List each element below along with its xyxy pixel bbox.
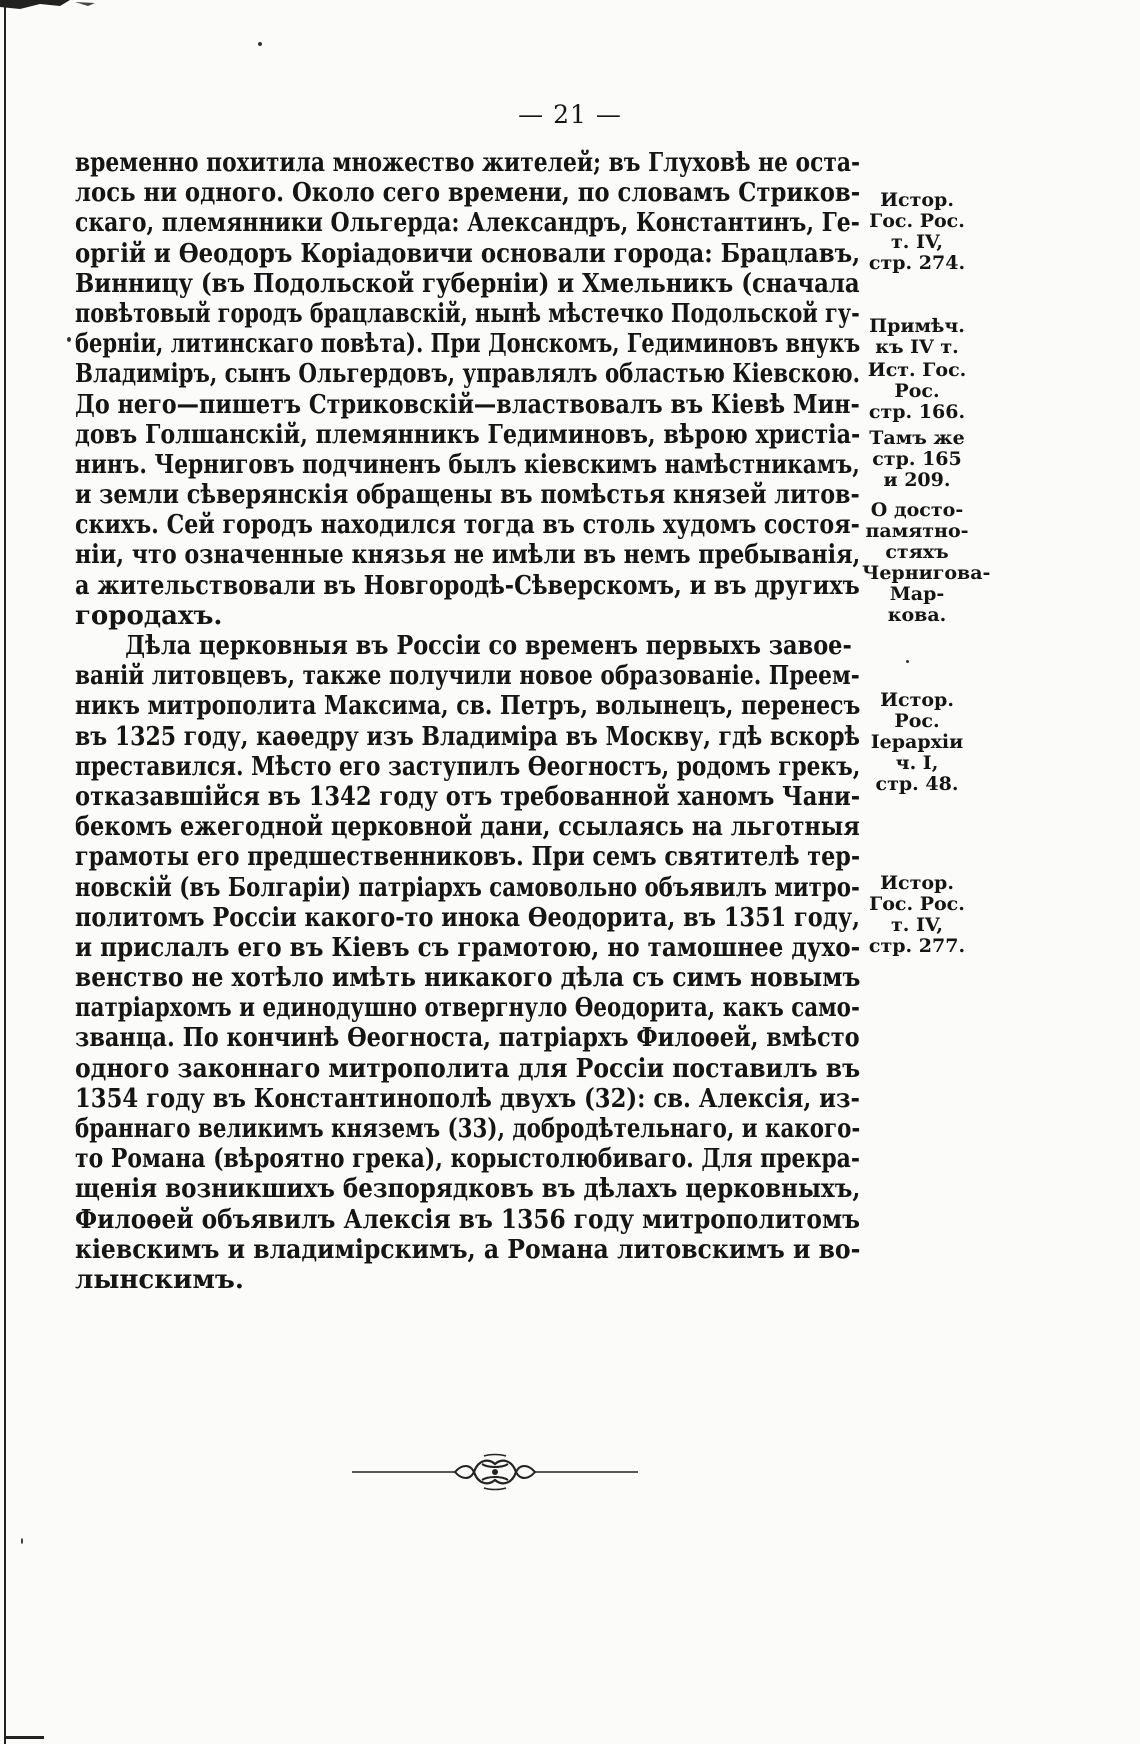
text-line: берніи, литинскаго повѣта). При Донскомъ, Гедиминовъ внукъ bbox=[75, 329, 861, 360]
text-line: скаго, племянники Ольгерда: Александръ, Константинъ, Ге- bbox=[75, 208, 860, 239]
text-line: Владиміръ, сынъ Ольгердовъ, управлялъ областью Кіевскою. bbox=[75, 359, 861, 390]
margin-note-line: Примѣч. bbox=[869, 315, 965, 337]
margin-note-line: стр. 277. bbox=[868, 935, 966, 957]
margin-note-line: Истор. bbox=[880, 689, 954, 711]
margin-note-line: стяхъ bbox=[885, 541, 949, 563]
text-line: городахъ. bbox=[75, 600, 223, 631]
scan-speck bbox=[21, 1538, 23, 1544]
margin-note-line: кова. bbox=[887, 604, 947, 626]
margin-note-line: стр. 274. bbox=[868, 252, 966, 274]
text-line: Винницу (въ Подольской губерніи) и Хмельникъ (сначала bbox=[75, 268, 860, 299]
text-line: Филоѳей объявилъ Алексія въ 1356 году митрополитомъ bbox=[75, 1204, 861, 1235]
margin-note-line: О досто- bbox=[870, 499, 964, 521]
margin-note bbox=[862, 499, 991, 626]
margin-note bbox=[862, 873, 972, 957]
text-line: нинъ. Черниговъ подчиненъ былъ кіевскимъ намѣстникамъ, bbox=[75, 449, 860, 480]
margin-note bbox=[862, 690, 972, 795]
margin-note-line: Гос. Рос. bbox=[869, 893, 965, 915]
scan-left-edge bbox=[4, 0, 6, 1744]
text-line: преставился. Мѣсто его заступилъ Ѳеогностъ, родомъ грекъ, bbox=[75, 751, 861, 782]
margin-note-line: стр. 166. bbox=[868, 401, 966, 423]
text-line: щенія возникшихъ безпорядковъ въ дѣлахъ церковныхъ, bbox=[75, 1174, 861, 1205]
text-line: скихъ. Сей городъ находился тогда въ столь худомъ состоя- bbox=[75, 510, 860, 541]
margin-note-line: Ист. Гос. bbox=[867, 359, 967, 381]
text-line: и земли сѣверянскія обращены въ помѣстья князей литов- bbox=[75, 480, 860, 511]
text-line: временно похитила множество жителей; въ Глуховѣ не оста- bbox=[75, 148, 861, 178]
scan-bottom-edge bbox=[4, 1736, 44, 1739]
text-line: одного законнаго митрополита для Россіи поставилъ въ bbox=[75, 1053, 861, 1084]
margin-note bbox=[862, 360, 972, 423]
scan-speck bbox=[258, 42, 262, 46]
text-line: До него—пишетъ Стриковскій—властвовалъ въ Кіевѣ Мин- bbox=[75, 389, 860, 420]
text-line: грамоты его предшественниковъ. При семъ святителѣ тер- bbox=[75, 842, 861, 873]
margin-note-line: Истор. bbox=[880, 189, 954, 211]
text-line: патріархомъ и единодушно отвергнуло Ѳеодорита, какъ само- bbox=[75, 993, 860, 1024]
text-line: браннаго великимъ княземъ (33), добродѣтельнаго, и какого- bbox=[75, 1114, 861, 1144]
margin-note-line: Рос. bbox=[894, 380, 940, 402]
text-line: отказавшійся въ 1342 году отъ требованной ханомъ Чани- bbox=[75, 781, 861, 812]
text-line: а жительствовали въ Новгородѣ-Сѣверскомъ, и въ другихъ bbox=[75, 570, 860, 601]
text-line: лось ни одного. Около сего времени, по словамъ Стриков- bbox=[75, 178, 861, 209]
margin-note-line: Чернигова- bbox=[862, 562, 991, 584]
margin-note-line: памятно- bbox=[865, 520, 969, 542]
text-line: лынскимъ. bbox=[75, 1264, 244, 1295]
text-line: новскій (въ Болгаріи) патріархъ самовольно объявилъ митро- bbox=[75, 872, 860, 903]
text-line: ваній литовцевъ, также получили новое образованіе. Преем- bbox=[75, 661, 860, 692]
margin-note-line: и 209. bbox=[883, 469, 951, 491]
margin-note-line: т. IV, bbox=[891, 914, 943, 936]
margin-note-line: Гос. Рос. bbox=[869, 210, 965, 232]
text-line: Дѣла церковныя въ Россіи со временъ первыхъ завое- bbox=[125, 631, 852, 661]
fleuron-ornament-icon bbox=[350, 1452, 640, 1492]
margin-note-line: Истор. bbox=[880, 872, 954, 894]
margin-note-line: Рос. bbox=[894, 710, 940, 732]
text-line: никъ митрополита Максима, св. Петръ, волынецъ, перенесъ bbox=[75, 691, 861, 722]
scan-speck bbox=[67, 337, 71, 342]
text-line: и прислалъ его въ Кіевъ съ грамотою, но тамошнее духо- bbox=[75, 932, 861, 963]
text-line: то Романа (вѣроятно грека), корыстолюбиваго. Для прекра- bbox=[75, 1144, 860, 1175]
text-line: въ 1325 году, каѳедру изъ Владиміра въ Москву, гдѣ вскорѣ bbox=[75, 721, 861, 752]
text-line: ніи, что означенные князья не имѣли въ немъ пребыванія, bbox=[75, 540, 861, 571]
text-line: званца. По кончинѣ Ѳеогноста, патріархъ Филоѳей, вмѣсто bbox=[75, 1023, 860, 1054]
margin-note-line: ч. I, bbox=[895, 752, 939, 774]
margin-note-line: стр. 165 bbox=[872, 448, 962, 470]
scan-corner-mark bbox=[0, 0, 120, 24]
margin-note-line: къ IV т. bbox=[875, 336, 959, 358]
margin-note-line: Мар- bbox=[889, 583, 945, 605]
margin-note-line: Іерархіи bbox=[870, 731, 964, 753]
text-line: довъ Голшанскій, племянникъ Гедиминовъ, вѣрою христіа- bbox=[75, 419, 861, 450]
margin-note-line: стр. 48. bbox=[875, 773, 959, 795]
text-line: венство не хотѣло имѣть никакого дѣла съ симъ новымъ bbox=[75, 963, 861, 994]
body-text bbox=[75, 148, 860, 1295]
scan-speck bbox=[906, 660, 909, 663]
text-line: 1354 году въ Константинополѣ двухъ (32): св. Алексія, из- bbox=[75, 1083, 860, 1114]
page-number: — 21 — bbox=[518, 100, 622, 129]
margin-note-line: Тамъ же bbox=[869, 427, 965, 449]
margin-note bbox=[862, 316, 972, 358]
text-line: оргій и Ѳеодоръ Коріадовичи основали города: Брацлавъ, bbox=[75, 238, 861, 269]
text-line: политомъ Россіи какого-то инока Ѳеодорита, въ 1351 году, bbox=[75, 902, 860, 933]
text-line: кіевскимъ и владимірскимъ, а Романа литовскимъ и во- bbox=[75, 1234, 861, 1265]
margin-note bbox=[862, 428, 972, 491]
margin-note bbox=[862, 190, 972, 274]
text-line: бекомъ ежегодной церковной дани, ссылаясь на льготныя bbox=[75, 812, 860, 843]
margin-note-line: т. IV, bbox=[891, 231, 943, 253]
text-line: повѣтовый городъ брацлавскій, нынѣ мѣстечко Подольской гу- bbox=[75, 298, 860, 329]
